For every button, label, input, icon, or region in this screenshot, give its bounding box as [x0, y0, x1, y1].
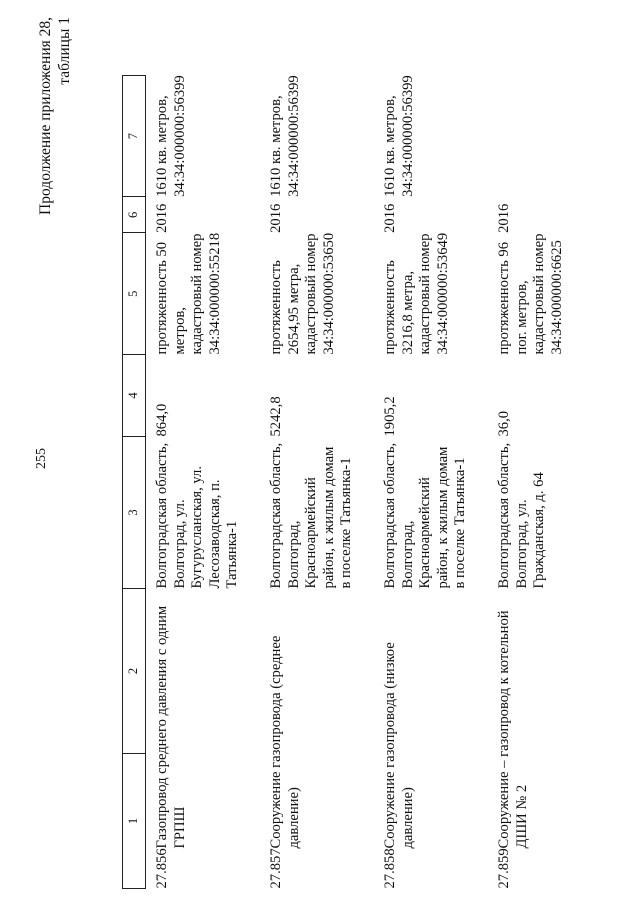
- object-year: 2016: [382, 203, 398, 233]
- object-cell: [374, 589, 488, 889]
- column-number: 6: [123, 197, 146, 233]
- row-number: 27.857: [268, 848, 284, 889]
- description-cell: [488, 233, 602, 355]
- object-land: 1610 кв. метров, 34:34:000000:56399: [154, 75, 188, 197]
- object-value: 1905,2: [382, 396, 398, 437]
- column-number: 2: [123, 589, 146, 754]
- object-cell: [146, 589, 261, 889]
- object-address: Волгоградская область, Волгоград, ул. Гражданская, д. 64: [496, 442, 547, 589]
- column-number: 1: [123, 754, 146, 889]
- value-cell: [374, 355, 488, 437]
- address-cell: [260, 437, 374, 589]
- appendix-header-line-1: Продолжение приложения 28,: [37, 17, 54, 215]
- table-row: [146, 75, 261, 888]
- year-cell: [260, 197, 374, 233]
- address-cell: [146, 437, 261, 589]
- land-cell: [260, 75, 374, 197]
- description-cell: [374, 233, 488, 355]
- land-cell: [374, 75, 488, 197]
- object-description: протяженность 96 пог. метров, кадастровый номер 34:34:000000:6625: [496, 233, 565, 355]
- object-description: протяженность 2654,95 метра, кадастровый номер 34:34:000000:53650: [268, 232, 337, 355]
- row-number: 27.856: [154, 848, 170, 889]
- property-table: [122, 75, 602, 889]
- object-land: 1610 кв. метров, 34:34:000000:56399: [268, 75, 302, 197]
- object-cell: [488, 589, 602, 889]
- object-cell: [260, 589, 374, 889]
- land-cell: [146, 75, 261, 197]
- object-address: Волгоградская область, Волгоград, ул. Бугурусланская, ул. Лесозаводская, п. Татьянка-1: [154, 442, 240, 589]
- land-cell: [488, 75, 602, 197]
- object-name: Сооружение газопровода (среднее давление): [268, 635, 302, 849]
- object-name: Сооружение газопровода (низкое давление): [382, 642, 416, 849]
- object-year: 2016: [268, 203, 284, 233]
- object-value: 36,0: [496, 410, 512, 437]
- object-land: 1610 кв. метров, 34:34:000000:56399: [382, 75, 416, 197]
- value-cell: [146, 355, 261, 437]
- object-name: Сооружение – газопровод к котельной ДШИ № 2: [496, 610, 530, 849]
- page-number: 255: [34, 448, 49, 469]
- object-value: 864,0: [154, 403, 170, 437]
- column-number: 4: [123, 355, 146, 437]
- appendix-header: [36, 17, 74, 297]
- description-cell: [146, 233, 261, 355]
- table-row: [260, 75, 374, 888]
- value-cell: [488, 355, 602, 437]
- year-cell: [374, 197, 488, 233]
- description-cell: [260, 233, 374, 355]
- table-row: [488, 75, 602, 888]
- object-description: протяженность 3216,8 метра, кадастровый номер 34:34:000000:53649: [382, 232, 451, 355]
- column-number: 5: [123, 233, 146, 355]
- object-address: Волгоградская область, Волгоград, Красноармейский район, к жилым домам в поселке Татьянка-1: [382, 442, 468, 589]
- column-numbers-row: [123, 75, 146, 888]
- year-cell: [488, 197, 602, 233]
- object-description: протяженность 50 метров, кадастровый номер 34:34:000000:55218: [154, 232, 223, 355]
- object-year: 2016: [496, 203, 512, 233]
- address-cell: [374, 437, 488, 589]
- row-number: 27.859: [496, 848, 512, 889]
- object-value: 5242,8: [268, 396, 284, 437]
- row-number: 27.858: [382, 848, 398, 889]
- value-cell: [260, 355, 374, 437]
- appendix-header-line-2: таблицы 1: [56, 17, 73, 85]
- object-name: Газопровод среднего давления с одним ГРПШ: [154, 605, 188, 849]
- column-number: 3: [123, 437, 146, 589]
- object-address: Волгоградская область, Волгоград, Красноармейский район, к жилым домам в поселке Татьянка-1: [268, 442, 354, 589]
- column-number: 7: [123, 75, 146, 197]
- object-year: 2016: [154, 203, 170, 233]
- address-cell: [488, 437, 602, 589]
- table-row: [374, 75, 488, 888]
- year-cell: [146, 197, 261, 233]
